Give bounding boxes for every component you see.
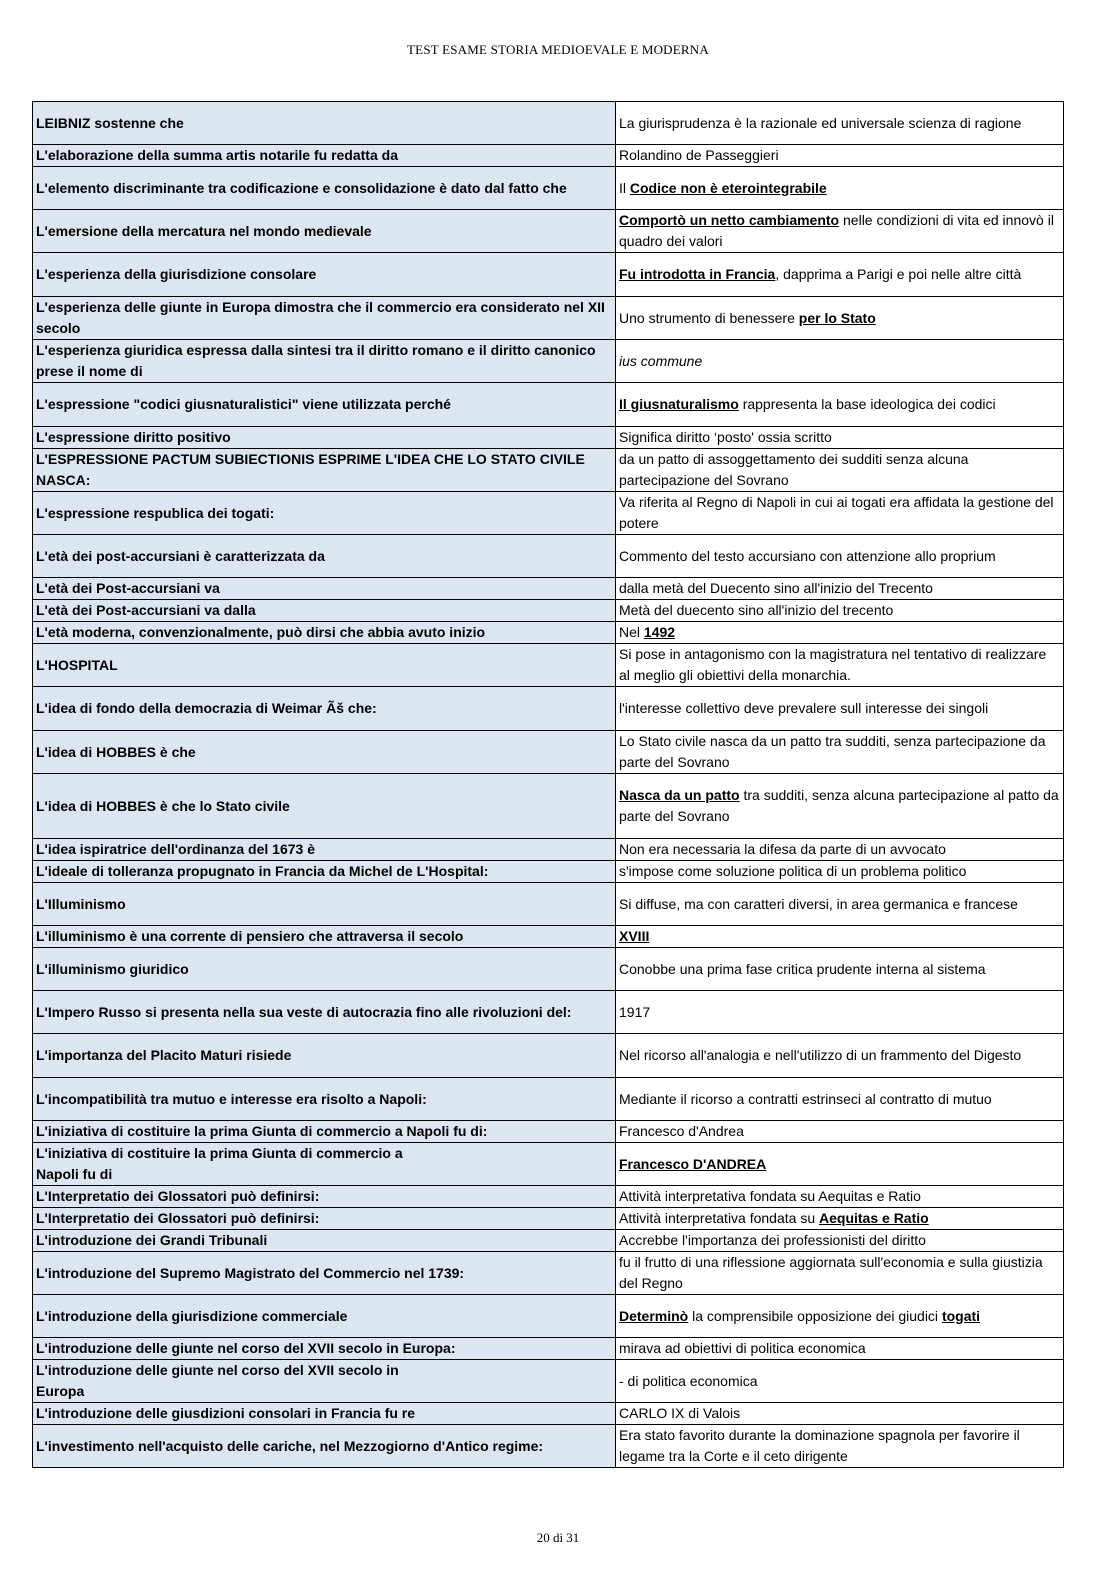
question-cell: L'introduzione delle giunte nel corso del XVII secolo in Europa:	[33, 1338, 616, 1360]
answer-cell	[616, 1295, 1064, 1338]
answer-cell	[616, 578, 1064, 600]
question-cell: L'ESPRESSIONE PACTUM SUBIECTIONIS ESPRIME L'IDEA CHE LO STATO CIVILE NASCA:	[33, 449, 616, 492]
answer-text: CARLO IX di Valois	[619, 1405, 741, 1421]
answer-text: Comportò un netto cambiamento	[619, 212, 840, 228]
answer-cell	[616, 535, 1064, 578]
table-row	[33, 1208, 1064, 1230]
table-row	[33, 1360, 1064, 1403]
answer-text: Attività interpretativa fondata su Aequitas e Ratio	[619, 1188, 921, 1204]
answer-text: XVIII	[619, 928, 650, 944]
answer-cell	[616, 861, 1064, 883]
answer-text: per lo Stato	[798, 309, 876, 326]
answer-cell	[616, 253, 1064, 297]
question-cell: L'iniziativa di costituire la prima Giunta di commercio a Napoli fu di:	[33, 1121, 616, 1143]
answer-text: Il giusnaturalismo	[619, 396, 739, 412]
answer-cell	[616, 948, 1064, 991]
table-row	[33, 1078, 1064, 1121]
question-cell: L'introduzione delle giusdizioni consolari in Francia fu re	[33, 1403, 616, 1425]
answer-cell	[616, 340, 1064, 383]
answer-text: Nel	[619, 624, 644, 640]
table-row	[33, 687, 1064, 731]
answer-text: Accrebbe l'importanza dei professionisti del diritto	[619, 1232, 926, 1248]
answer-text: Il	[619, 179, 630, 196]
answer-cell	[616, 1230, 1064, 1252]
answer-text: Aequitas e Ratio	[819, 1210, 929, 1226]
table-row	[33, 1230, 1064, 1252]
answer-text: Uno strumento di benessere	[619, 309, 799, 326]
answer-text: ius commune	[619, 352, 703, 369]
table-row	[33, 253, 1064, 297]
answer-cell	[616, 1121, 1064, 1143]
table-row	[33, 861, 1064, 883]
answer-text: rappresenta la base ideologica dei codici	[738, 396, 996, 412]
question-cell: L'elemento discriminante tra codificazione e consolidazione è dato dal fatto che	[33, 167, 616, 210]
answer-cell	[616, 1186, 1064, 1208]
answer-text: Codice non è eterointegrabile	[629, 179, 827, 196]
table-row	[33, 102, 1064, 145]
answer-cell	[616, 210, 1064, 253]
answer-text: Metà del duecento sino all'inizio del trecento	[619, 602, 894, 618]
answer-cell	[616, 1143, 1064, 1186]
answer-text: 1917	[619, 1003, 651, 1020]
answer-cell	[616, 622, 1064, 644]
page-number: 20 di 31	[536, 1530, 580, 1545]
answer-text: Attività interpretativa fondata su	[619, 1210, 819, 1226]
answer-cell	[616, 297, 1064, 340]
answer-text: nelle condizioni di vita ed innovò il quadro dei valori	[619, 212, 1054, 249]
question-cell: L'idea ispiratrice dell'ordinanza del 1673 è	[33, 839, 616, 861]
question-cell: L'elaborazione della summa artis notarile fu redatta da	[33, 145, 616, 167]
answer-cell	[616, 1034, 1064, 1078]
answer-text: la comprensibile opposizione dei giudici	[688, 1307, 942, 1324]
table-row	[33, 644, 1064, 687]
table-row	[33, 600, 1064, 622]
table-row	[33, 145, 1064, 167]
question-cell: L'esperienza della giurisdizione consolare	[33, 253, 616, 297]
table-row	[33, 449, 1064, 492]
answer-text: da un patto di assoggettamento dei sudditi senza alcuna partecipazione del Sovrano	[619, 451, 969, 488]
question-cell: L'Interpretatio dei Glossatori può definirsi:	[33, 1186, 616, 1208]
table-row	[33, 1034, 1064, 1078]
table-row	[33, 427, 1064, 449]
answer-cell	[616, 731, 1064, 774]
question-cell: L'incompatibilità tra mutuo e interesse era risolto a Napoli:	[33, 1078, 616, 1121]
answer-cell	[616, 600, 1064, 622]
answer-text: Lo Stato civile nasca da un patto tra sudditi, senza partecipazione da parte del Sovrano	[619, 733, 1046, 770]
answer-cell	[616, 1403, 1064, 1425]
qa-table	[32, 101, 1064, 1468]
answer-cell	[616, 883, 1064, 926]
table-row	[33, 492, 1064, 535]
answer-cell	[616, 991, 1064, 1034]
question-cell: L'espressione respublica dei togati:	[33, 492, 616, 535]
answer-cell	[616, 1208, 1064, 1230]
table-row	[33, 297, 1064, 340]
answer-cell	[616, 1338, 1064, 1360]
answer-text: Conobbe una prima fase critica prudente interna al sistema	[619, 960, 986, 977]
question-cell: L'idea di HOBBES è che	[33, 731, 616, 774]
table-row	[33, 340, 1064, 383]
answer-cell	[616, 1078, 1064, 1121]
answer-text: Era stato favorito durante la dominazione spagnola per favorire il legame tra la Corte e il ceto dirigente	[619, 1427, 1020, 1464]
answer-text: Si pose in antagonismo con la magistratura nel tentativo di realizzare al meglio gli obiettivi della monarchia.	[619, 646, 1047, 683]
question-cell: L'introduzione della giurisdizione commerciale	[33, 1295, 616, 1338]
table-row	[33, 383, 1064, 427]
table-row	[33, 1252, 1064, 1295]
table-row	[33, 926, 1064, 948]
question-cell: LEIBNIZ sostenne che	[33, 102, 616, 145]
question-cell: L'espressione diritto positivo	[33, 427, 616, 449]
answer-text: dalla metà del Duecento sino all'inizio del Trecento	[619, 580, 933, 596]
table-row	[33, 535, 1064, 578]
table-row	[33, 731, 1064, 774]
table-row	[33, 1121, 1064, 1143]
table-row	[33, 948, 1064, 991]
question-cell: L'espressione "codici giusnaturalistici" viene utilizzata perché	[33, 383, 616, 427]
answer-text: Va riferita al Regno di Napoli in cui ai togati era affidata la gestione del potere	[619, 494, 1054, 531]
question-cell: L'introduzione del Supremo Magistrato del Commercio nel 1739:	[33, 1252, 616, 1295]
question-cell: L'Interpretatio dei Glossatori può definirsi:	[33, 1208, 616, 1230]
question-cell: L'Impero Russo si presenta nella sua veste di autocrazia fino alle rivoluzioni del:	[33, 991, 616, 1034]
answer-text: Fu introdotta in Francia	[619, 266, 776, 282]
answer-text: Rolandino de Passeggieri	[619, 147, 779, 163]
answer-cell	[616, 687, 1064, 731]
table-row	[33, 1338, 1064, 1360]
answer-cell	[616, 644, 1064, 687]
answer-cell	[616, 427, 1064, 449]
page-header: TEST ESAME STORIA MEDIOEVALE E MODERNA	[407, 42, 709, 57]
answer-cell	[616, 774, 1064, 839]
question-cell: L'esperienza giuridica espressa dalla sintesi tra il diritto romano e il diritto canonico prese il nome di	[33, 340, 616, 383]
table-row	[33, 622, 1064, 644]
answer-text: mirava ad obiettivi di politica economica	[619, 1340, 866, 1356]
answer-cell	[616, 145, 1064, 167]
question-cell: L'importanza del Placito Maturi risiede	[33, 1034, 616, 1078]
question-cell: L'HOSPITAL	[33, 644, 616, 687]
question-cell: L'idea di fondo della democrazia di Weimar Ãš che:	[33, 687, 616, 731]
answer-text: l'interesse collettivo deve prevalere sull interesse dei singoli	[619, 700, 989, 716]
table-row	[33, 991, 1064, 1034]
answer-text: Non era necessaria la difesa da parte di un avvocato	[619, 841, 946, 857]
question-cell: L'Illuminismo	[33, 883, 616, 926]
table-row	[33, 883, 1064, 926]
answer-text: Commento del testo accursiano con attenzione allo proprium	[619, 547, 996, 564]
answer-cell	[616, 1360, 1064, 1403]
table-row	[33, 1186, 1064, 1208]
answer-text: togati	[941, 1307, 981, 1324]
answer-cell	[616, 1425, 1064, 1468]
answer-cell	[616, 492, 1064, 535]
question-cell: L'idea di HOBBES è che lo Stato civile	[33, 774, 616, 839]
answer-text: Francesco D'ANDREA	[619, 1155, 767, 1172]
answer-text: Si diffuse, ma con caratteri diversi, in area germanica e francese	[619, 895, 1018, 912]
table-row	[33, 578, 1064, 600]
answer-cell	[616, 383, 1064, 427]
answer-text: Francesco d'Andrea	[619, 1123, 744, 1139]
answer-cell	[616, 449, 1064, 492]
question-cell: L'esperienza delle giunte in Europa dimostra che il commercio era considerato nel XII secolo	[33, 297, 616, 340]
question-cell: L'emersione della mercatura nel mondo medievale	[33, 210, 616, 253]
question-cell: L'iniziativa di costituire la prima Giunta di commercio a Napoli fu di	[33, 1143, 616, 1186]
answer-text: La giurisprudenza è la razionale ed universale scienza di ragione	[619, 114, 1022, 131]
table-row	[33, 1143, 1064, 1186]
answer-text: 1492	[643, 624, 676, 640]
question-cell: L'investimento nell'acquisto delle cariche, nel Mezzogiorno d'Antico regime:	[33, 1425, 616, 1468]
question-cell: L'età dei Post-accursiani va	[33, 578, 616, 600]
table-row	[33, 1403, 1064, 1425]
table-row	[33, 167, 1064, 210]
table-row	[33, 774, 1064, 839]
answer-cell	[616, 1252, 1064, 1295]
answer-text: - di politica economica	[619, 1372, 758, 1389]
question-cell: L'età moderna, convenzionalmente, può dirsi che abbia avuto inizio	[33, 622, 616, 644]
answer-text: , dapprima a Parigi e poi nelle altre città	[775, 266, 1022, 282]
answer-cell	[616, 926, 1064, 948]
answer-cell	[616, 839, 1064, 861]
answer-text: Determinò	[619, 1307, 689, 1324]
question-cell: L'illuminismo giuridico	[33, 948, 616, 991]
answer-text: Significa diritto ‘posto' ossia scritto	[619, 429, 832, 445]
table-row	[33, 210, 1064, 253]
table-row	[33, 1295, 1064, 1338]
answer-cell	[616, 102, 1064, 145]
answer-cell	[616, 167, 1064, 210]
question-cell: L'ideale di tolleranza propugnato in Francia da Michel de L'Hospital:	[33, 861, 616, 883]
answer-text: Nel ricorso all'analogia e nell'utilizzo di un frammento del Digesto	[619, 1047, 1022, 1063]
answer-text: s'impose come soluzione politica di un problema politico	[619, 863, 967, 879]
table-row	[33, 1425, 1064, 1468]
table-row	[33, 839, 1064, 861]
answer-text: fu il frutto di una riflessione aggiornata sull'economia e sulla giustizia del Regno	[619, 1254, 1043, 1291]
question-cell: L'introduzione delle giunte nel corso del XVII secolo in Europa	[33, 1360, 616, 1403]
answer-text: Mediante il ricorso a contratti estrinseci al contratto di mutuo	[619, 1090, 992, 1107]
question-cell: L'introduzione dei Grandi Tribunali	[33, 1230, 616, 1252]
question-cell: L'età dei post-accursiani è caratterizzata da	[33, 535, 616, 578]
answer-text: Nasca da un patto	[619, 787, 740, 803]
question-cell: L'età dei Post-accursiani va dalla	[33, 600, 616, 622]
answer-text: tra sudditi, senza alcuna partecipazione al patto da parte del Sovrano	[619, 787, 1059, 824]
question-cell: L'illuminismo è una corrente di pensiero che attraversa il secolo	[33, 926, 616, 948]
